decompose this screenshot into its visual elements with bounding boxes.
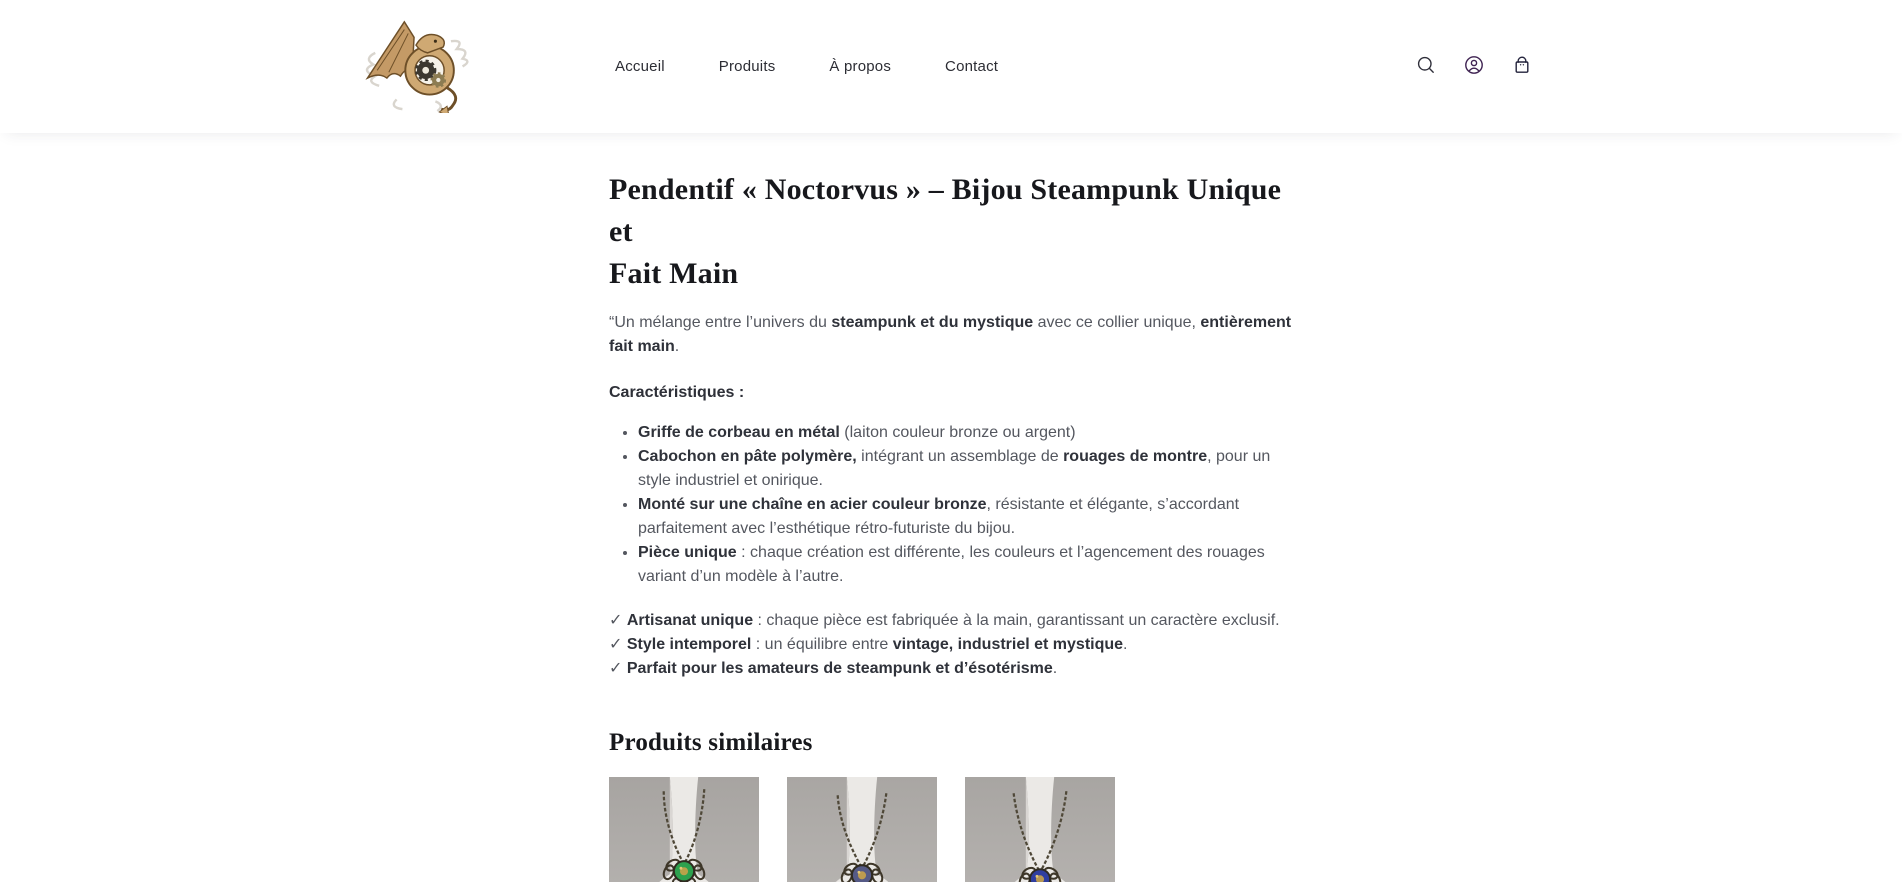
similar-product-3[interactable] <box>965 777 1115 882</box>
feature-item-cabochon: • Cabochon en pâte polymère, intégrant un assemblage de rouages de montre, pour un style industriel et onirique. <box>638 445 1293 493</box>
search-icon <box>1416 55 1436 78</box>
page-title-line-2: Fait Main <box>609 257 739 290</box>
header-container <box>351 0 1551 133</box>
similar-products-grid <box>609 777 1293 882</box>
search-button[interactable] <box>1415 56 1437 78</box>
shopping-bag-icon <box>1512 55 1532 78</box>
feature-item-chain: • Monté sur une chaîne en acier couleur bronze, résistante et élégante, s’accordant parfaitement avec l’esthétique rétro-futuriste du bijou. <box>638 493 1293 541</box>
benefit-artisanat: ✓ Artisanat unique : chaque pièce est fabriquée à la main, garantissant un caractère exclusif. <box>609 612 1280 629</box>
similar-product-1[interactable] <box>609 777 759 882</box>
product-photo-blue <box>965 777 1115 882</box>
product-photo-green <box>609 777 759 882</box>
similar-products-heading: Produits similaires <box>609 729 813 756</box>
nav-item-accueil[interactable]: Accueil <box>615 58 665 75</box>
features-list <box>609 421 1293 589</box>
product-photo-violet <box>787 777 937 882</box>
site-logo[interactable] <box>357 16 475 118</box>
benefits-block <box>609 609 1293 681</box>
similar-product-2[interactable] <box>787 777 937 882</box>
nav-item-a-propos[interactable]: À propos <box>829 58 892 75</box>
benefit-parfait: ✓ Parfait pour les amateurs de steampunk et d’ésotérisme. <box>609 660 1058 677</box>
account-icon <box>1464 55 1484 78</box>
steampunk-dragon-logo-icon <box>357 100 475 117</box>
product-intro: “Un mélange entre l’univers du steampunk et du mystique avec ce collier unique, entièrement fait main. <box>609 314 1292 355</box>
page-title <box>609 169 1293 295</box>
features-heading: Caractéristiques : <box>609 384 745 401</box>
site-header <box>0 0 1902 133</box>
header-actions <box>1415 56 1551 78</box>
feature-item-claw: • Griffe de corbeau en métal (laiton couleur bronze ou argent) <box>638 421 1293 445</box>
feature-item-unique: • Pièce unique : chaque création est différente, les couleurs et l’agencement des rouages variant d’un modèle à l’autre. <box>638 541 1293 589</box>
nav-item-produits[interactable]: Produits <box>718 58 776 75</box>
nav-item-contact[interactable]: Contact <box>945 58 999 75</box>
product-page-content <box>609 169 1293 882</box>
page-title-line-1: Pendentif « Noctorvus » – Bijou Steampunk Unique et <box>609 173 1282 248</box>
benefit-style: ✓ Style intemporel : un équilibre entre vintage, industriel et mystique. <box>609 636 1128 653</box>
account-button[interactable] <box>1463 56 1485 78</box>
main-nav <box>615 58 998 75</box>
cart-button[interactable] <box>1511 56 1533 78</box>
